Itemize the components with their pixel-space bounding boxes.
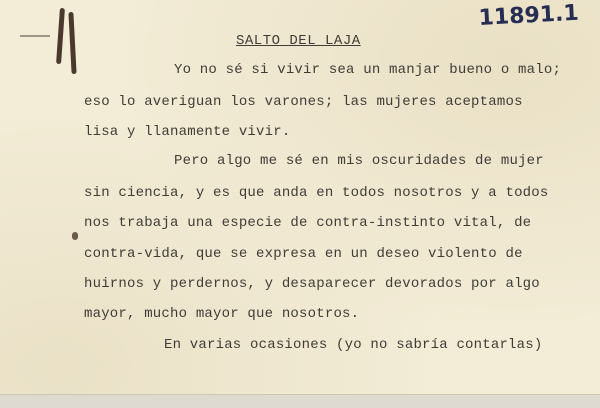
text-line: nos trabaja una especie de contra-instinto vital, de bbox=[84, 215, 532, 231]
ink-stroke-mark bbox=[56, 8, 65, 64]
ink-dot-mark bbox=[72, 232, 78, 240]
text-line: huirnos y perdernos, y desaparecer devorados por algo bbox=[84, 276, 540, 292]
document-title: SALTO DEL LAJA bbox=[236, 33, 361, 49]
catalog-number: 11891.1 bbox=[478, 0, 580, 31]
text-line: lisa y llanamente vivir. bbox=[84, 124, 291, 140]
text-line: eso lo averiguan los varones; las mujeres aceptamos bbox=[84, 94, 523, 110]
text-line: sin ciencia, y es que anda en todos nosotros y a todos bbox=[84, 185, 549, 201]
ink-stroke-mark bbox=[68, 12, 76, 74]
text-line: Pero algo me sé en mis oscuridades de mujer bbox=[174, 153, 544, 169]
text-line: Yo no sé si vivir sea un manjar bueno o malo; bbox=[174, 62, 562, 78]
text-line: contra-vida, que se expresa en un deseo violento de bbox=[84, 246, 523, 262]
text-line: En varias ocasiones (yo no sabría contarlas) bbox=[164, 337, 543, 353]
paper-bottom-edge bbox=[0, 394, 600, 408]
text-line: mayor, mucho mayor que nosotros. bbox=[84, 306, 360, 322]
pencil-dash-mark bbox=[20, 35, 50, 37]
